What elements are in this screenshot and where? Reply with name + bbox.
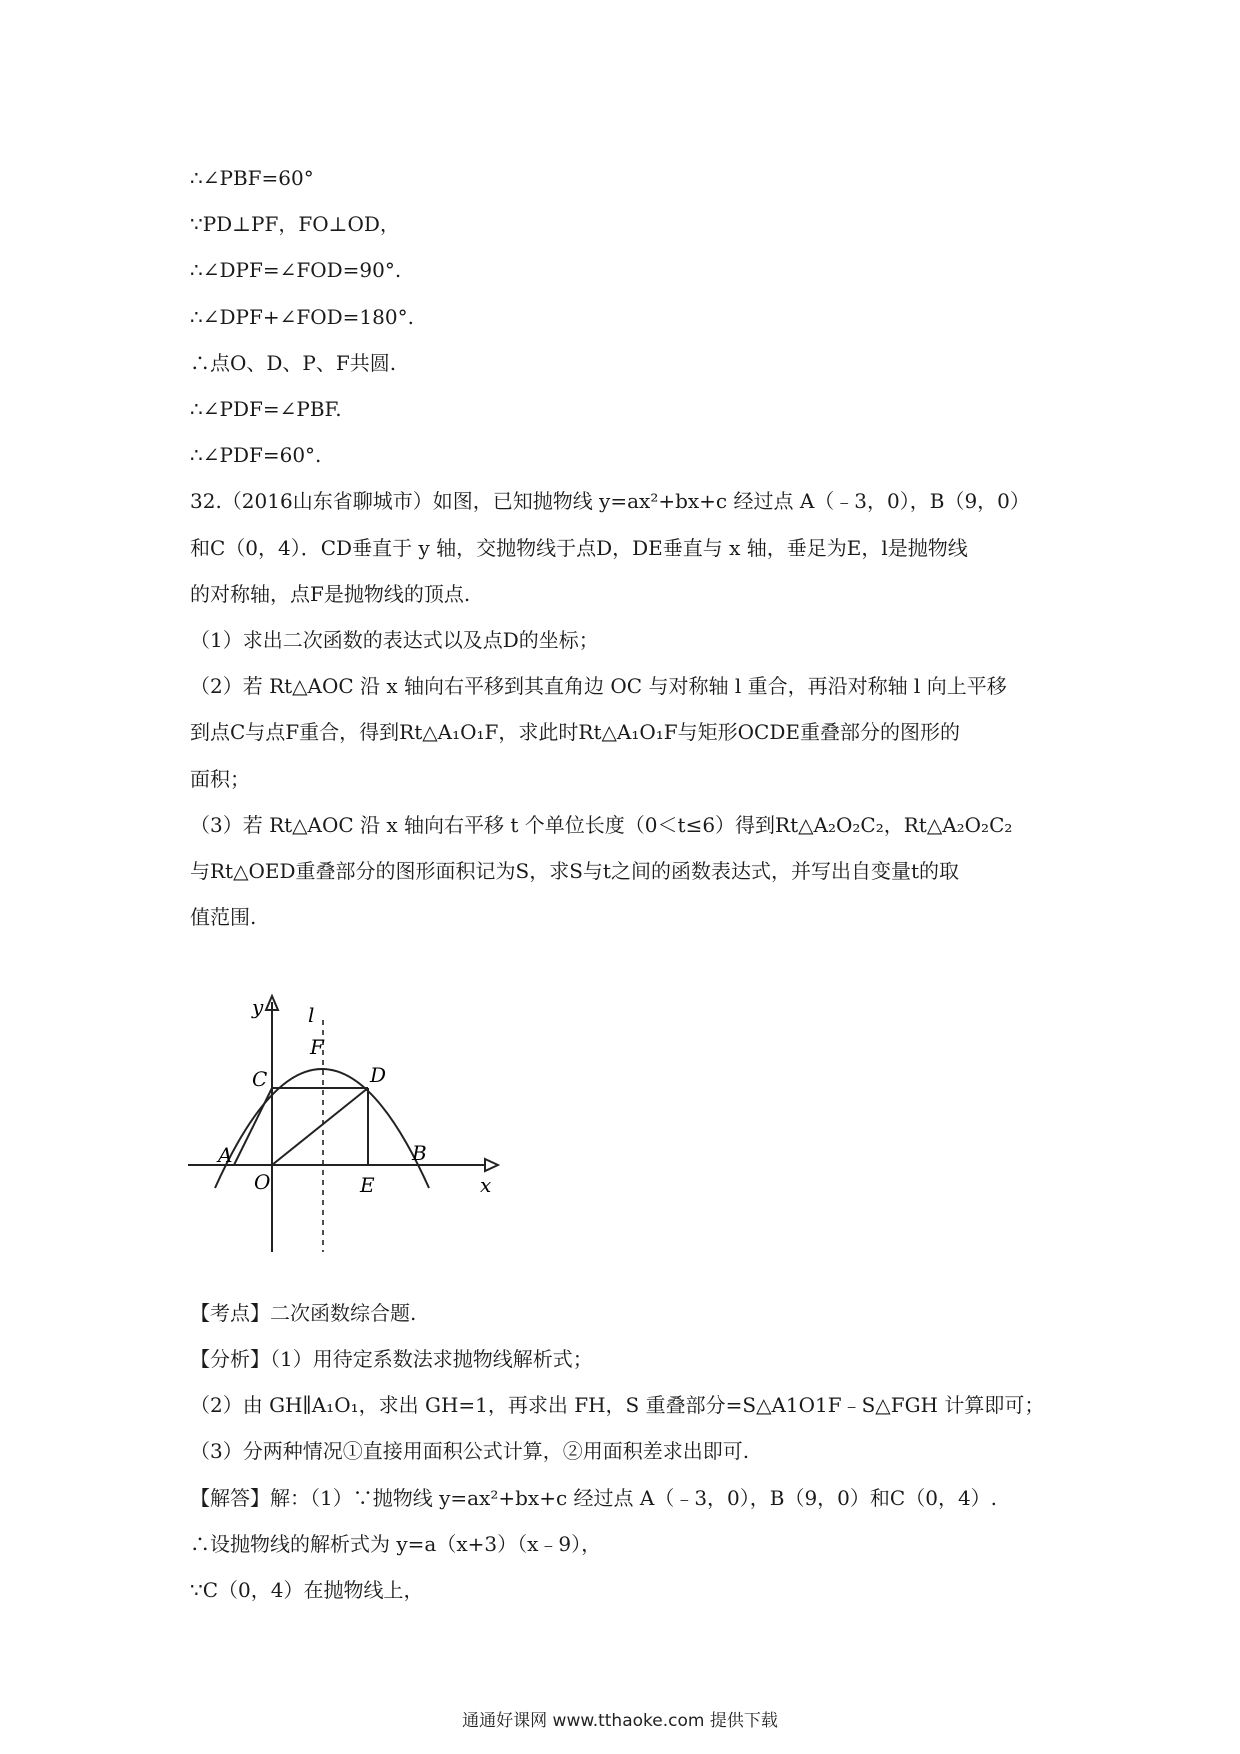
figure-svg — [180, 990, 500, 1260]
question-3-cont: 值范围. — [190, 905, 257, 929]
jieda-line-2: ∴设抛物线的解析式为 y=a（x+3）（x﹣9）， — [190, 1532, 602, 1556]
label-D: D — [370, 1063, 387, 1087]
parabola-figure — [180, 990, 500, 1260]
proof-line: ∴∠PBF=60° — [190, 166, 314, 190]
proof-line: ∴∠PDF=∠PBF. — [190, 397, 342, 421]
problem-statement-line: 和C（0，4）．CD垂直于 y 轴，交抛物线于点D，DE垂直与 x 轴，垂足为E，l是抛物线 — [190, 536, 968, 560]
page-footer: 通通好课网 www.tthaoke.com 提供下载 — [462, 1711, 778, 1731]
proof-line: ∴点O、D、P、F共圆. — [190, 351, 397, 375]
parabola-curve — [215, 1069, 429, 1188]
label-E: E — [360, 1173, 375, 1197]
segment-AC — [234, 1088, 272, 1165]
fenxi-line: 【分析】（1）用待定系数法求抛物线解析式； — [190, 1347, 593, 1371]
problem-statement-line: 32.（2016山东省聊城市）如图，已知抛物线 y=ax²+bx+c 经过点 A（﹣3，0），B（9，0） — [190, 489, 1030, 513]
problem-statement-line: 的对称轴，点F是抛物线的顶点. — [190, 582, 471, 606]
question-3: （3）若 Rt△AOC 沿 x 轴向右平移 t 个单位长度（0＜t≤6）得到Rt△A₂O₂C₂，Rt△A₂O₂C₂ — [190, 813, 1013, 837]
x-axis-arrow — [485, 1159, 498, 1171]
question-2-cont: 面积； — [190, 767, 250, 791]
label-A: A — [218, 1143, 233, 1167]
proof-line: ∴∠DPF+∠FOD=180°. — [190, 305, 414, 329]
label-x: x — [480, 1173, 492, 1197]
kaodian-line: 【考点】二次函数综合题. — [190, 1301, 417, 1325]
label-C: C — [252, 1067, 268, 1091]
label-O: O — [254, 1170, 271, 1194]
label-F: F — [310, 1035, 324, 1059]
question-3-cont: 与Rt△OED重叠部分的图形面积记为S，求S与t之间的函数表达式，并写出自变量t的取 — [190, 859, 959, 883]
label-y: y — [252, 995, 264, 1019]
jieda-line: 【解答】解：（1）∵抛物线 y=ax²+bx+c 经过点 A（﹣3，0），B（9，0）和C（0，4）. — [190, 1486, 998, 1510]
question-1: （1）求出二次函数的表达式以及点D的坐标； — [190, 628, 599, 652]
label-B: B — [412, 1141, 427, 1165]
proof-line: ∴∠PDF=60°. — [190, 443, 322, 467]
label-l: l — [308, 1003, 315, 1027]
jieda-line-3: ∵C（0，4）在抛物线上， — [190, 1578, 424, 1602]
fenxi-line-3: （3）分两种情况①直接用面积公式计算，②用面积差求出即可. — [190, 1439, 750, 1463]
question-2: （2）若 Rt△AOC 沿 x 轴向右平移到其直角边 OC 与对称轴 l 重合，再沿对称轴 l 向上平移 — [190, 674, 1007, 698]
segment-OD — [272, 1088, 368, 1165]
question-2-cont: 到点C与点F重合，得到Rt△A₁O₁F，求此时Rt△A₁O₁F与矩形OCDE重叠部分的图形的 — [190, 720, 960, 744]
proof-line: ∵PD⊥PF，FO⊥OD， — [190, 212, 400, 236]
proof-line: ∴∠DPF=∠FOD=90°. — [190, 258, 402, 282]
fenxi-line-2: （2）由 GH∥A₁O₁，求出 GH=1，再求出 FH，S 重叠部分=S△A1O1F﹣S△FGH 计算即可； — [190, 1393, 1045, 1417]
